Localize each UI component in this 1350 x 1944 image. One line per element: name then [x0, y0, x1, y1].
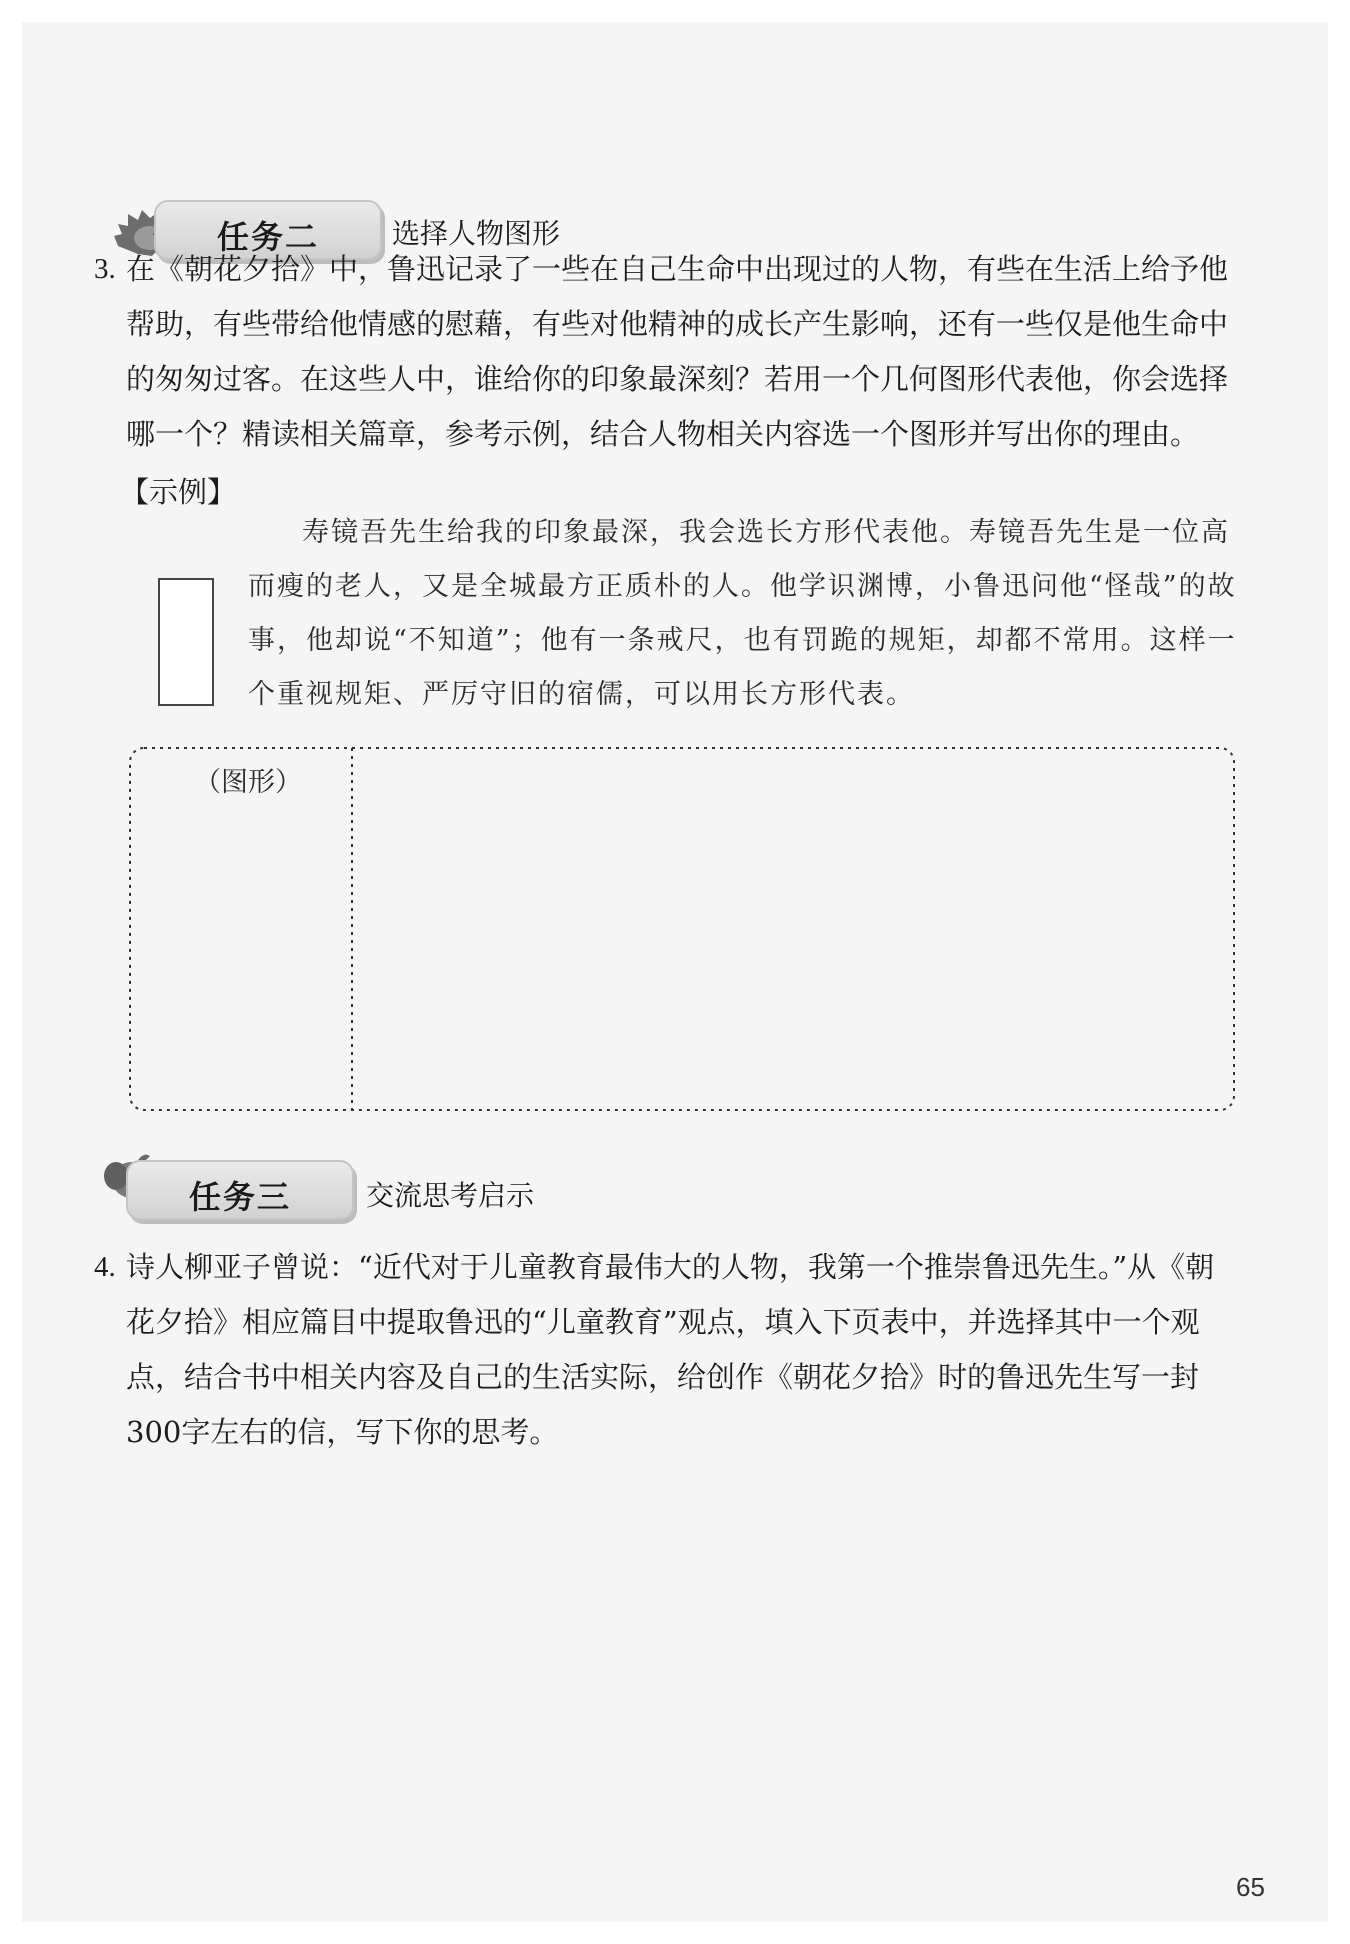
- question4-text: 诗人柳亚子曾说：“近代对于儿童教育最伟大的人物，我第一个推崇鲁迅先生。”从《朝花夕拾》相应篇目中提取鲁迅的“儿童教育”观点，填入下页表中，并选择其中一个观点，结合书中相关内容及自己的生活实际，给创作《朝花夕拾》时的鲁迅先生写一封300字左右的信，写下你的思考。: [126, 1250, 1215, 1449]
- answer-box[interactable]: [126, 744, 1238, 1114]
- task2-title: 选择人物图形: [392, 217, 561, 250]
- example-label: 【示例】: [120, 475, 237, 509]
- question3-text: 在《朝花夕拾》中，鲁迅记录了一些在自己生命中出现过的人物，有些在生活上给予他帮助，有些带给他情感的慰藉，有些对他精神的成长产生影响，还有一些仅是他生命中的匆匆过客。在这些人中，谁给你的印象最深刻？若用一个几何图形代表他，你会选择哪一个？精读相关篇章，参考示例，结合人物相关内容选一个图形并写出你的理由。: [126, 252, 1229, 451]
- rectangle-shape-example: [158, 578, 214, 706]
- answer-box-border: [126, 744, 1238, 1114]
- question4-number: 4.: [94, 1251, 116, 1283]
- question3-number: 3.: [94, 253, 116, 285]
- shape-label: （图形）: [194, 767, 302, 798]
- task3-badge: [126, 1160, 354, 1220]
- page-number: 65: [1236, 1872, 1265, 1902]
- task2-badge-label: 任务二: [216, 218, 319, 256]
- task3-title: 交流思考启示: [366, 1179, 535, 1212]
- task3-header: [98, 1160, 618, 1220]
- workbook-page: [22, 22, 1328, 1922]
- example-text: 寿镜吾先生给我的印象最深，我会选长方形代表他。寿镜吾先生是一位高而瘦的老人，又是全城最方正质朴的人。他学识渊博，小鲁迅问他“怪哉”的故事，他却说“不知道”；他有一条戒尺，也有罚跪的规矩，却都不常用。这样一个重视规矩、严厉守旧的宿儒，可以用长方形代表。: [248, 517, 1237, 710]
- task3-badge-label: 任务三: [188, 1178, 291, 1216]
